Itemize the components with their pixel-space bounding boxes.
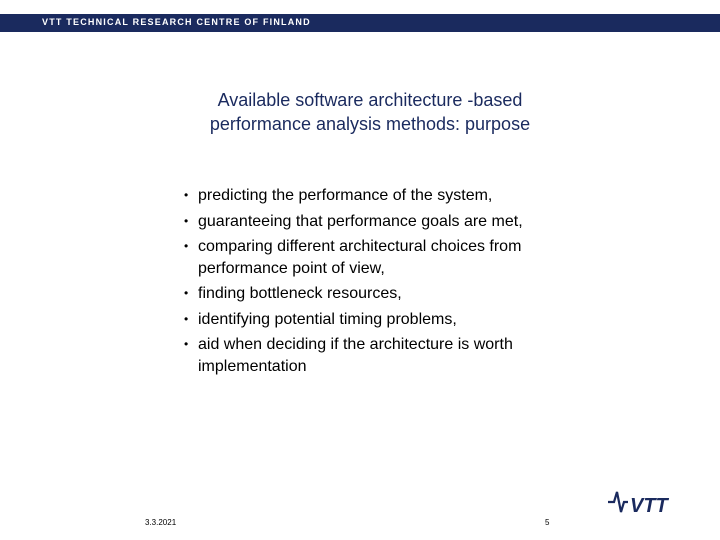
page-number: 5 [545,518,550,527]
footer-date: 3.3.2021 [145,518,177,527]
bullet-marker: • [184,311,189,326]
bullet-item: • aid when deciding if the architecture is worth implementation [184,336,513,375]
bullet-item: • guaranteeing that performance goals are met, [184,211,604,233]
logo-text: VTT [630,495,668,517]
vtt-logo [606,488,680,518]
logo-wave [608,492,628,512]
organization-name: VTT TECHNICAL RESEARCH CENTRE OF FINLAND [42,17,311,27]
bullet-item: • predicting the performance of the system, [184,185,604,207]
title-line-2: performance analysis methods: purpose [209,114,531,134]
bullet-marker: • [184,337,189,351]
slide-title [150,88,590,136]
bullet-item: • identifying potential timing problems, [184,309,604,331]
bullet-marker: • [184,239,189,253]
bullet-item: • finding bottleneck resources, [184,283,604,305]
bullet-item: • comparing different architectural choices from performance point of view, [184,238,522,277]
bullet-marker: • [184,213,189,228]
title-line-1: Available software architecture -based [217,90,523,110]
bullet-marker: • [184,286,189,300]
header-bar [0,14,720,32]
bullet-list [184,185,604,381]
bullet-marker: • [184,188,189,202]
